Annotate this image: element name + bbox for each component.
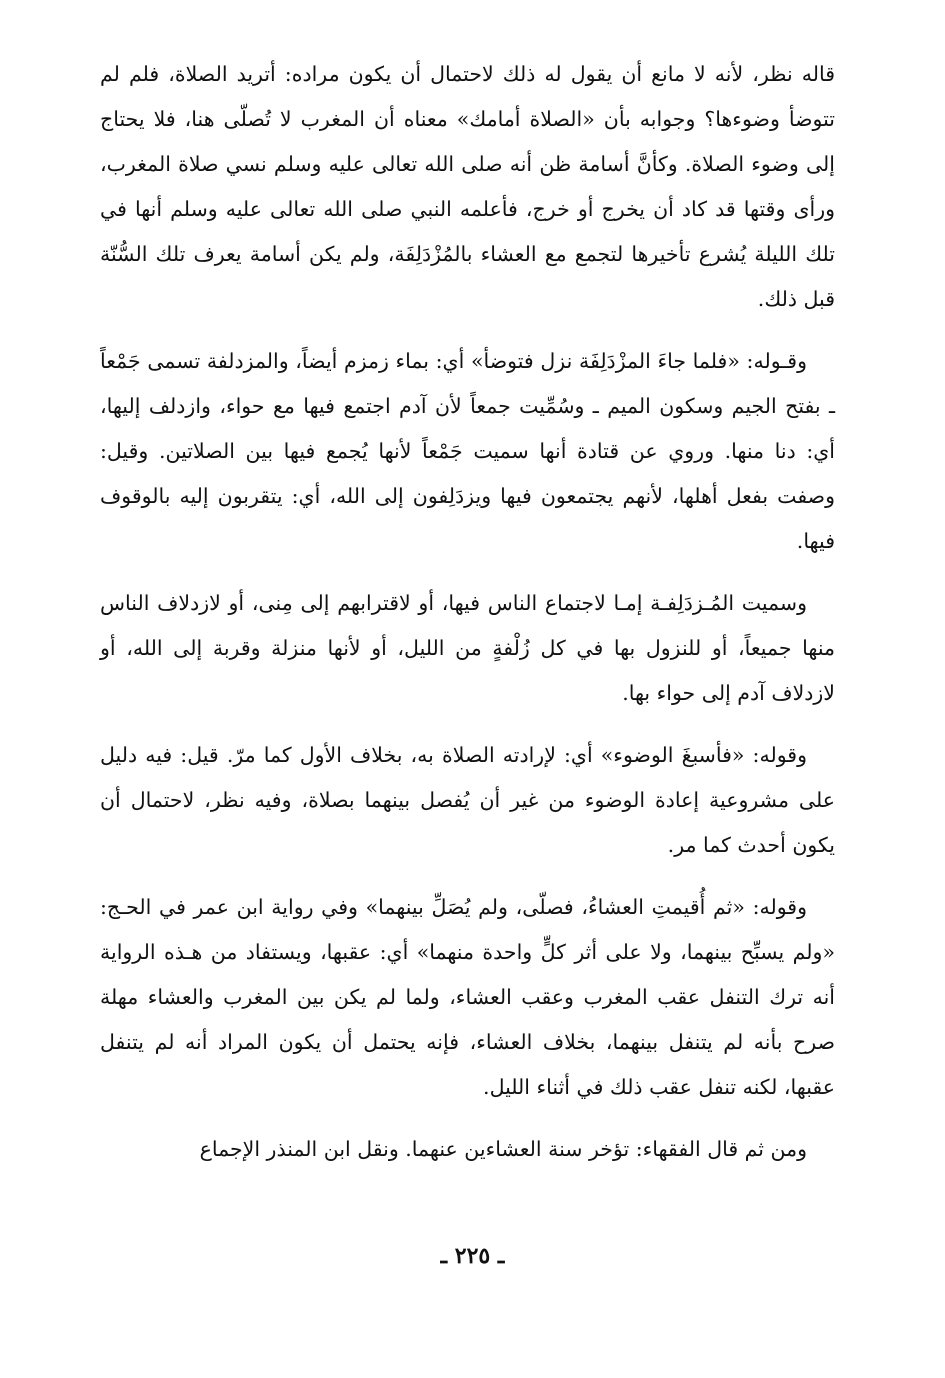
paragraph-muzdalifa-naming: وسميت المُـزدَلِفـة إمـا لاجتماع الناس فيها، أو لاقترابهم إلى مِنى، أو لازدلاف الناس منها جميعاً، أو للنزول بها في كل زُلْفةٍ من الليل، أو لأنها منزلة وقربة إلى الله، أو لازدلاف آدم إلى حواء بها. bbox=[100, 591, 835, 705]
paragraph-muzdalifa-arrival: وقـوله: «فلما جاءَ المزْدَلِفَة نزل فتوضأ» أي: بماء زمزم أيضاً، والمزدلفة تسمى جَمْعاً ـ بفتح الجيم وسكون الميم ـ وسُمِّيت جمعاً لأن آدم اجتمع فيها مع حواء، وازدلف إليها، أي: دنا منها. وروي عن قتادة أنها سميت جَمْعاً لأنها يُجمع فيها بين الصلاتين. وقيل: وصفت بفعل أهلها، لأنهم يجتمعون فيها ويزدَلِفون إلى الله، أي: يتقربون إليه بالوقوف فيها. bbox=[100, 349, 835, 553]
body-text bbox=[100, 52, 835, 1172]
paragraph-continuation: قاله نظر، لأنه لا مانع أن يقول له ذلك لاحتمال أن يكون مراده: أتريد الصلاة، فلم لم تتوضأ وضوءها؟ وجوابه بأن «الصلاة أمامك» معناه أن المغرب لا تُصلّى هنا، فلا يحتاج إلى وضوء الصلاة. وكأنَّ أسامة ظن أنه صلى الله تعالى عليه وسلم نسي صلاة المغرب، ورأى وقتها قد كاد أن يخرج أو خرج، فأعلمه النبي صلى الله تعالى عليه وسلم أنها في تلك الليلة يُشرع تأخيرها لتجمع مع العشاء بالمُزْدَلِفَة، ولم يكن أسامة يعرف تلك السُّنّة قبل ذلك. bbox=[100, 62, 835, 311]
paragraph-fuqaha: ومن ثم قال الفقهاء: تؤخر سنة العشاءين عنهما. ونقل ابن المنذر الإجماع bbox=[199, 1137, 807, 1161]
paragraph-wudu: وقوله: «فأسبغَ الوضوء» أي: لإرادته الصلاة به، بخلاف الأول كما مرّ. قيل: فيه دليل على مشروعية إعادة الوضوء من غير أن يُفصل بينهما بصلاة، وفيه نظر، لاحتمال أن يكون أحدث كما مر. bbox=[100, 743, 835, 857]
paragraph-isha-prayer: وقوله: «ثم أُقيمتِ العشاءُ، فصلّى، ولم يُصَلِّ بينهما» وفي رواية ابن عمر في الحـج: «ولم يسبِّح بينهما، ولا على أثر كلٍّ واحدة منهما» أي: عقبها، ويستفاد من هـذه الرواية أنه ترك التنفل عقب المغرب وعقب العشاء، ولما لم يكن بين المغرب والعشاء مهلة صرح بأنه لم يتنفل بينهما، بخلاف العشاء، فإنه يحتمل أن يكون المراد أنه لم يتنفل عقبها، لكنه تنفل عقب ذلك في أثناء الليل. bbox=[100, 895, 835, 1099]
page-number: ـ ٢٢٥ ـ bbox=[440, 1243, 505, 1269]
